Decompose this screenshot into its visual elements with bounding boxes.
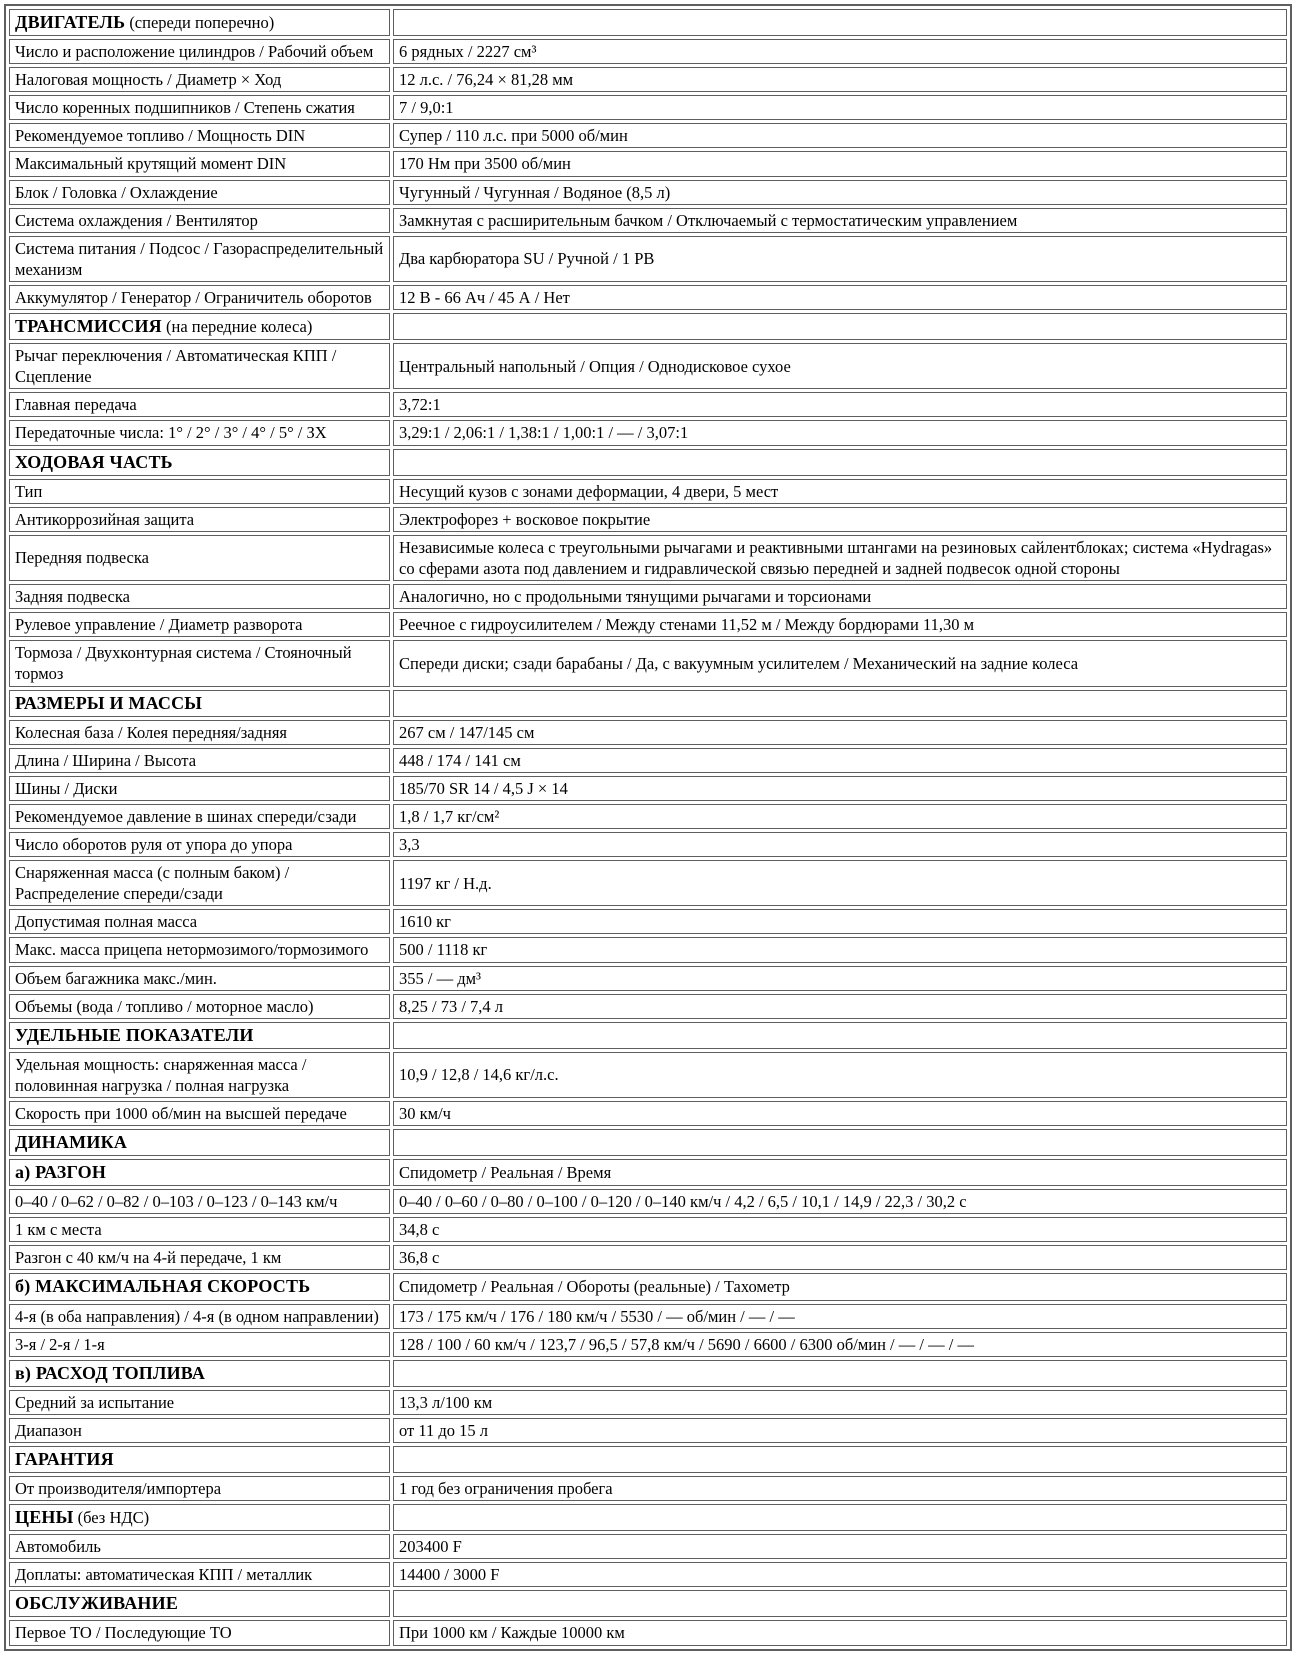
spec-value-cell — [393, 1159, 1287, 1186]
spec-row — [9, 1052, 1287, 1098]
section-title: ТРАНСМИССИЯ — [15, 316, 162, 337]
spec-label-cell — [9, 612, 390, 637]
section-label-cell — [9, 1273, 390, 1300]
spec-value-cell — [393, 612, 1287, 637]
spec-row — [9, 1534, 1287, 1559]
spec-value: Спидометр / Реальная / Время — [399, 1163, 612, 1183]
spec-value: При 1000 км / Каждые 10000 км — [399, 1623, 625, 1643]
spec-value: 1197 кг / Н.д. — [399, 873, 492, 893]
spec-value: Спереди диски; сзади барабаны / Да, с вакуумным усилителем / Механический на задние колеса — [399, 653, 1079, 673]
spec-label-cell — [9, 236, 390, 282]
spec-value-cell — [393, 123, 1287, 148]
spec-label: Макс. масса прицепа нетормозимого/тормозимого — [15, 940, 369, 960]
spec-label-cell — [9, 720, 390, 745]
spec-label: Объемы (вода / топливо / моторное масло) — [15, 996, 314, 1016]
spec-label: Рулевое управление / Диаметр разворота — [15, 615, 303, 635]
section-label-cell — [9, 1590, 390, 1617]
spec-value-cell — [393, 832, 1287, 857]
spec-label: Шины / Диски — [15, 778, 118, 798]
spec-label-cell — [9, 1189, 390, 1214]
spec-label-cell — [9, 909, 390, 934]
spec-row — [9, 95, 1287, 120]
spec-label-cell — [9, 1476, 390, 1501]
spec-label-cell — [9, 535, 390, 581]
spec-label: От производителя/импортера — [15, 1479, 222, 1499]
spec-value: 3,3 — [399, 834, 420, 854]
spec-value-cell — [393, 1476, 1287, 1501]
spec-value-cell — [393, 776, 1287, 801]
section-label-cell — [9, 313, 390, 340]
spec-value: Супер / 110 л.с. при 5000 об/мин — [399, 126, 628, 146]
spec-label-cell — [9, 1418, 390, 1443]
spec-row — [9, 909, 1287, 934]
spec-value-cell — [393, 1217, 1287, 1242]
spec-label: Передаточные числа: 1° / 2° / 3° / 4° / 5° / ЗХ — [15, 423, 327, 443]
spec-value-cell — [393, 1304, 1287, 1329]
spec-row — [9, 507, 1287, 532]
spec-value: 355 / — дм³ — [399, 968, 481, 988]
spec-label: Колесная база / Колея передняя/задняя — [15, 722, 288, 742]
spec-row — [9, 67, 1287, 92]
spec-value-cell — [393, 392, 1287, 417]
spec-row — [9, 640, 1287, 686]
spec-label-cell — [9, 39, 390, 64]
section-title: ХОДОВАЯ ЧАСТЬ — [15, 451, 173, 472]
spec-value: 12 л.с. / 76,24 × 81,28 мм — [399, 70, 574, 90]
spec-value: Спидометр / Реальная / Обороты (реальные) / Тахометр — [399, 1277, 790, 1297]
spec-value: 30 км/ч — [399, 1103, 451, 1123]
spec-value: 0–40 / 0–60 / 0–80 / 0–100 / 0–120 / 0–140 км/ч / 4,2 / 6,5 / 10,1 / 14,9 / 22,3 / 30,2 с — [399, 1192, 967, 1212]
spec-value-cell — [393, 9, 1287, 36]
spec-row — [9, 208, 1287, 233]
spec-label: Число коренных подшипников / Степень сжатия — [15, 98, 355, 118]
spec-row — [9, 748, 1287, 773]
spec-label: Блок / Головка / Охлаждение — [15, 182, 218, 202]
specs-table — [4, 4, 1292, 1651]
spec-label-cell — [9, 832, 390, 857]
spec-value-cell — [393, 1390, 1287, 1415]
spec-label: Длина / Ширина / Высота — [15, 750, 197, 770]
spec-row — [9, 720, 1287, 745]
spec-row — [9, 937, 1287, 962]
section-row — [9, 449, 1287, 476]
spec-label-cell — [9, 776, 390, 801]
spec-value: 1 год без ограничения пробега — [399, 1479, 613, 1499]
spec-value-cell — [393, 804, 1287, 829]
section-title: РАЗМЕРЫ И МАССЫ — [15, 692, 203, 713]
spec-value-cell — [393, 1189, 1287, 1214]
spec-row — [9, 804, 1287, 829]
spec-value-cell — [393, 1101, 1287, 1126]
spec-value: Независимые колеса с треугольными рычагами и реактивными штангами на резиновых сайлентблоках; система «Hydragas» со сферами азота под давлением и гидравлической связью передней и задней подвесок одной стороны — [399, 537, 1273, 578]
section-label-cell — [9, 1022, 390, 1049]
section-label-cell — [9, 9, 390, 36]
spec-label-cell — [9, 1534, 390, 1559]
section-row — [9, 313, 1287, 340]
spec-label-cell — [9, 67, 390, 92]
spec-value-cell — [393, 994, 1287, 1019]
spec-label-cell — [9, 1217, 390, 1242]
spec-label-cell — [9, 1390, 390, 1415]
spec-value: 267 см / 147/145 см — [399, 722, 535, 742]
spec-label-cell — [9, 420, 390, 445]
spec-label-cell — [9, 1332, 390, 1357]
spec-row — [9, 776, 1287, 801]
spec-value: Центральный напольный / Опция / Однодисковое сухое — [399, 356, 791, 376]
spec-value-cell — [393, 1022, 1287, 1049]
section-row — [9, 1273, 1287, 1300]
spec-label: Разгон с 40 км/ч на 4-й передаче, 1 км — [15, 1248, 282, 1268]
spec-value-cell — [393, 420, 1287, 445]
spec-value-cell — [393, 1360, 1287, 1387]
spec-label: 3-я / 2-я / 1-я — [15, 1334, 105, 1354]
spec-label: Аккумулятор / Генератор / Ограничитель оборотов — [15, 288, 372, 308]
spec-value-cell — [393, 909, 1287, 934]
spec-row — [9, 1245, 1287, 1270]
spec-value-cell — [393, 449, 1287, 476]
spec-value: 173 / 175 км/ч / 176 / 180 км/ч / 5530 / — об/мин / — / — — [399, 1306, 795, 1326]
spec-label-cell — [9, 208, 390, 233]
spec-label: Рычаг переключения / Автоматическая КПП / Сцепление — [15, 346, 337, 387]
spec-row — [9, 1418, 1287, 1443]
spec-label: Автомобиль — [15, 1537, 101, 1557]
spec-label: Диапазон — [15, 1420, 82, 1440]
spec-label: Средний за испытание — [15, 1392, 175, 1412]
spec-value-cell — [393, 1562, 1287, 1587]
spec-value-cell — [393, 966, 1287, 991]
spec-label: Число и расположение цилиндров / Рабочий объем — [15, 42, 374, 62]
section-title: в) РАСХОД ТОПЛИВА — [15, 1362, 206, 1383]
spec-value-cell — [393, 151, 1287, 176]
spec-label: Доплаты: автоматическая КПП / металлик — [15, 1565, 313, 1585]
spec-row — [9, 584, 1287, 609]
spec-label: Первое ТО / Последующие ТО — [15, 1623, 232, 1643]
spec-row — [9, 1217, 1287, 1242]
spec-value: 1,8 / 1,7 кг/см² — [399, 806, 500, 826]
section-title: а) РАЗГОН — [15, 1162, 107, 1183]
spec-label-cell — [9, 285, 390, 310]
spec-row — [9, 1189, 1287, 1214]
spec-row — [9, 285, 1287, 310]
spec-value: 14400 / 3000 F — [399, 1565, 500, 1585]
spec-value: 170 Нм при 3500 об/мин — [399, 154, 571, 174]
spec-label-cell — [9, 343, 390, 389]
spec-value: 6 рядных / 2227 см³ — [399, 42, 537, 62]
spec-value-cell — [393, 180, 1287, 205]
section-row — [9, 1129, 1287, 1156]
section-row — [9, 1590, 1287, 1617]
spec-value: 448 / 174 / 141 см — [399, 750, 521, 770]
section-title: УДЕЛЬНЫЕ ПОКАЗАТЕЛИ — [15, 1024, 254, 1045]
spec-value: 10,9 / 12,8 / 14,6 кг/л.с. — [399, 1065, 559, 1085]
spec-value-cell — [393, 1129, 1287, 1156]
section-label-cell — [9, 1446, 390, 1473]
spec-row — [9, 1101, 1287, 1126]
spec-label: Рекомендуемое топливо / Мощность DIN — [15, 126, 306, 146]
spec-label: Число оборотов руля от упора до упора — [15, 834, 293, 854]
section-label-cell — [9, 1504, 390, 1531]
section-row — [9, 1022, 1287, 1049]
spec-value-cell — [393, 640, 1287, 686]
spec-value-cell — [393, 690, 1287, 717]
spec-value-cell — [393, 1590, 1287, 1617]
spec-value-cell — [393, 39, 1287, 64]
spec-value: Электрофорез + восковое покрытие — [399, 509, 651, 529]
spec-value: 500 / 1118 кг — [399, 940, 488, 960]
spec-label: Допустимая полная масса — [15, 912, 198, 932]
spec-label-cell — [9, 937, 390, 962]
spec-value-cell — [393, 720, 1287, 745]
spec-row — [9, 1476, 1287, 1501]
spec-value-cell — [393, 507, 1287, 532]
spec-label: 4-я (в оба направления) / 4-я (в одном направлении) — [15, 1306, 379, 1326]
spec-value-cell — [393, 1332, 1287, 1357]
spec-row — [9, 1304, 1287, 1329]
section-row — [9, 1446, 1287, 1473]
spec-value: Реечное с гидроусилителем / Между стенами 11,52 м / Между бордюрами 11,30 м — [399, 615, 975, 635]
spec-label-cell — [9, 748, 390, 773]
section-title: б) МАКСИМАЛЬНАЯ СКОРОСТЬ — [15, 1276, 311, 1297]
spec-label: 0–40 / 0–62 / 0–82 / 0–103 / 0–123 / 0–143 км/ч — [15, 1192, 338, 1212]
spec-label: Удельная мощность: снаряженная масса / половинная нагрузка / полная нагрузка — [15, 1054, 307, 1095]
spec-label-cell — [9, 1304, 390, 1329]
spec-value: Несущий кузов с зонами деформации, 4 двери, 5 мест — [399, 481, 779, 501]
section-row — [9, 690, 1287, 717]
section-row — [9, 1159, 1287, 1186]
spec-label-cell — [9, 479, 390, 504]
section-title: ЦЕНЫ — [15, 1507, 74, 1528]
spec-label: Максимальный крутящий момент DIN — [15, 154, 287, 174]
spec-value: 34,8 с — [399, 1220, 440, 1240]
section-row — [9, 1360, 1287, 1387]
spec-row — [9, 420, 1287, 445]
spec-row — [9, 1332, 1287, 1357]
specs-table-body — [9, 9, 1287, 1646]
spec-row — [9, 860, 1287, 906]
spec-label: Рекомендуемое давление в шинах спереди/сзади — [15, 806, 357, 826]
spec-label: (без НДС) — [73, 1508, 150, 1528]
spec-value-cell — [393, 95, 1287, 120]
spec-label-cell — [9, 584, 390, 609]
spec-value: 203400 F — [399, 1537, 462, 1557]
spec-value-cell — [393, 1418, 1287, 1443]
section-title: ДИНАМИКА — [15, 1132, 128, 1153]
spec-value-cell — [393, 1534, 1287, 1559]
section-label-cell — [9, 1129, 390, 1156]
spec-row — [9, 535, 1287, 581]
spec-label: Главная передача — [15, 395, 137, 415]
spec-label-cell — [9, 1562, 390, 1587]
spec-row — [9, 39, 1287, 64]
spec-label: (спереди поперечно) — [125, 13, 275, 32]
spec-label-cell — [9, 507, 390, 532]
spec-value: 36,8 с — [399, 1248, 440, 1268]
spec-value-cell — [393, 67, 1287, 92]
spec-value: 185/70 SR 14 / 4,5 J × 14 — [399, 778, 568, 798]
spec-label: Тип — [15, 481, 43, 501]
spec-value-cell — [393, 584, 1287, 609]
spec-label-cell — [9, 1101, 390, 1126]
spec-row — [9, 151, 1287, 176]
spec-label: Скорость при 1000 об/мин на высшей передаче — [15, 1103, 347, 1123]
spec-row — [9, 343, 1287, 389]
spec-label: Антикоррозийная защита — [15, 509, 195, 529]
spec-label: Система охлаждения / Вентилятор — [15, 210, 258, 230]
spec-label-cell — [9, 1245, 390, 1270]
section-row — [9, 1504, 1287, 1531]
spec-label-cell — [9, 860, 390, 906]
spec-label: 1 км с места — [15, 1220, 102, 1240]
section-title: ГАРАНТИЯ — [15, 1448, 114, 1469]
spec-value-cell — [393, 313, 1287, 340]
spec-row — [9, 832, 1287, 857]
spec-label: Тормоза / Двухконтурная система / Стояночный тормоз — [15, 643, 352, 684]
section-label-cell — [9, 1360, 390, 1387]
spec-label: Задняя подвеска — [15, 587, 130, 607]
section-label-cell — [9, 449, 390, 476]
spec-label-cell — [9, 966, 390, 991]
spec-row — [9, 966, 1287, 991]
spec-value: 1610 кг — [399, 912, 451, 932]
spec-label: Объем багажника макс./мин. — [15, 968, 217, 988]
spec-row — [9, 1620, 1287, 1645]
spec-label-cell — [9, 1052, 390, 1098]
spec-value: 8,25 / 73 / 7,4 л — [399, 996, 504, 1016]
spec-row — [9, 612, 1287, 637]
spec-label-cell — [9, 123, 390, 148]
spec-label-cell — [9, 95, 390, 120]
spec-label: (на передние колеса) — [161, 317, 313, 337]
spec-value: Чугунный / Чугунная / Водяное (8,5 л) — [399, 182, 671, 202]
spec-value: 7 / 9,0:1 — [399, 98, 454, 118]
spec-value: Два карбюратора SU / Ручной / 1 РВ — [399, 249, 655, 269]
spec-value-cell — [393, 1245, 1287, 1270]
spec-label-cell — [9, 1620, 390, 1645]
spec-value-cell — [393, 285, 1287, 310]
spec-value: 3,29:1 / 2,06:1 / 1,38:1 / 1,00:1 / — / 3,07:1 — [399, 423, 689, 443]
spec-value: 12 В - 66 Ач / 45 А / Нет — [399, 288, 570, 308]
spec-value: 3,72:1 — [399, 395, 441, 415]
spec-value: Аналогично, но с продольными тянущими рычагами и торсионами — [399, 587, 872, 607]
spec-label-cell — [9, 994, 390, 1019]
spec-value-cell — [393, 748, 1287, 773]
spec-row — [9, 1390, 1287, 1415]
spec-label-cell — [9, 640, 390, 686]
spec-label: Снаряженная масса (с полным баком) / Распределение спереди/сзади — [15, 863, 290, 904]
spec-value-cell — [393, 860, 1287, 906]
spec-value: 128 / 100 / 60 км/ч / 123,7 / 96,5 / 57,8 км/ч / 5690 / 6600 / 6300 об/мин / — / — / — — [399, 1334, 974, 1354]
spec-value-cell — [393, 1620, 1287, 1645]
spec-row — [9, 180, 1287, 205]
spec-value-cell — [393, 1504, 1287, 1531]
section-title: ОБСЛУЖИВАНИЕ — [15, 1593, 179, 1614]
spec-row — [9, 479, 1287, 504]
spec-value-cell — [393, 236, 1287, 282]
spec-value-cell — [393, 1273, 1287, 1300]
spec-label-cell — [9, 392, 390, 417]
spec-label-cell — [9, 804, 390, 829]
spec-label-cell — [9, 180, 390, 205]
spec-value: Замкнутая с расширительным бачком / Отключаемый с термостатическим управлением — [399, 210, 1018, 230]
spec-row — [9, 392, 1287, 417]
spec-label-cell — [9, 151, 390, 176]
spec-value: 13,3 л/100 км — [399, 1392, 493, 1412]
spec-row — [9, 994, 1287, 1019]
spec-value-cell — [393, 1446, 1287, 1473]
spec-label: Налоговая мощность / Диаметр × Ход — [15, 70, 282, 90]
spec-row — [9, 1562, 1287, 1587]
spec-value-cell — [393, 1052, 1287, 1098]
spec-value-cell — [393, 937, 1287, 962]
section-label-cell — [9, 1159, 390, 1186]
spec-value: от 11 до 15 л — [399, 1420, 489, 1440]
spec-value-cell — [393, 479, 1287, 504]
section-label-cell — [9, 690, 390, 717]
spec-value-cell — [393, 535, 1287, 581]
spec-row — [9, 123, 1287, 148]
spec-value-cell — [393, 343, 1287, 389]
section-title: ДВИГАТЕЛЬ — [15, 12, 126, 32]
section-row — [9, 9, 1287, 36]
spec-label: Передняя подвеска — [15, 548, 149, 568]
spec-label: Система питания / Подсос / Газораспределительный механизм — [15, 238, 384, 279]
spec-value-cell — [393, 208, 1287, 233]
spec-row — [9, 236, 1287, 282]
